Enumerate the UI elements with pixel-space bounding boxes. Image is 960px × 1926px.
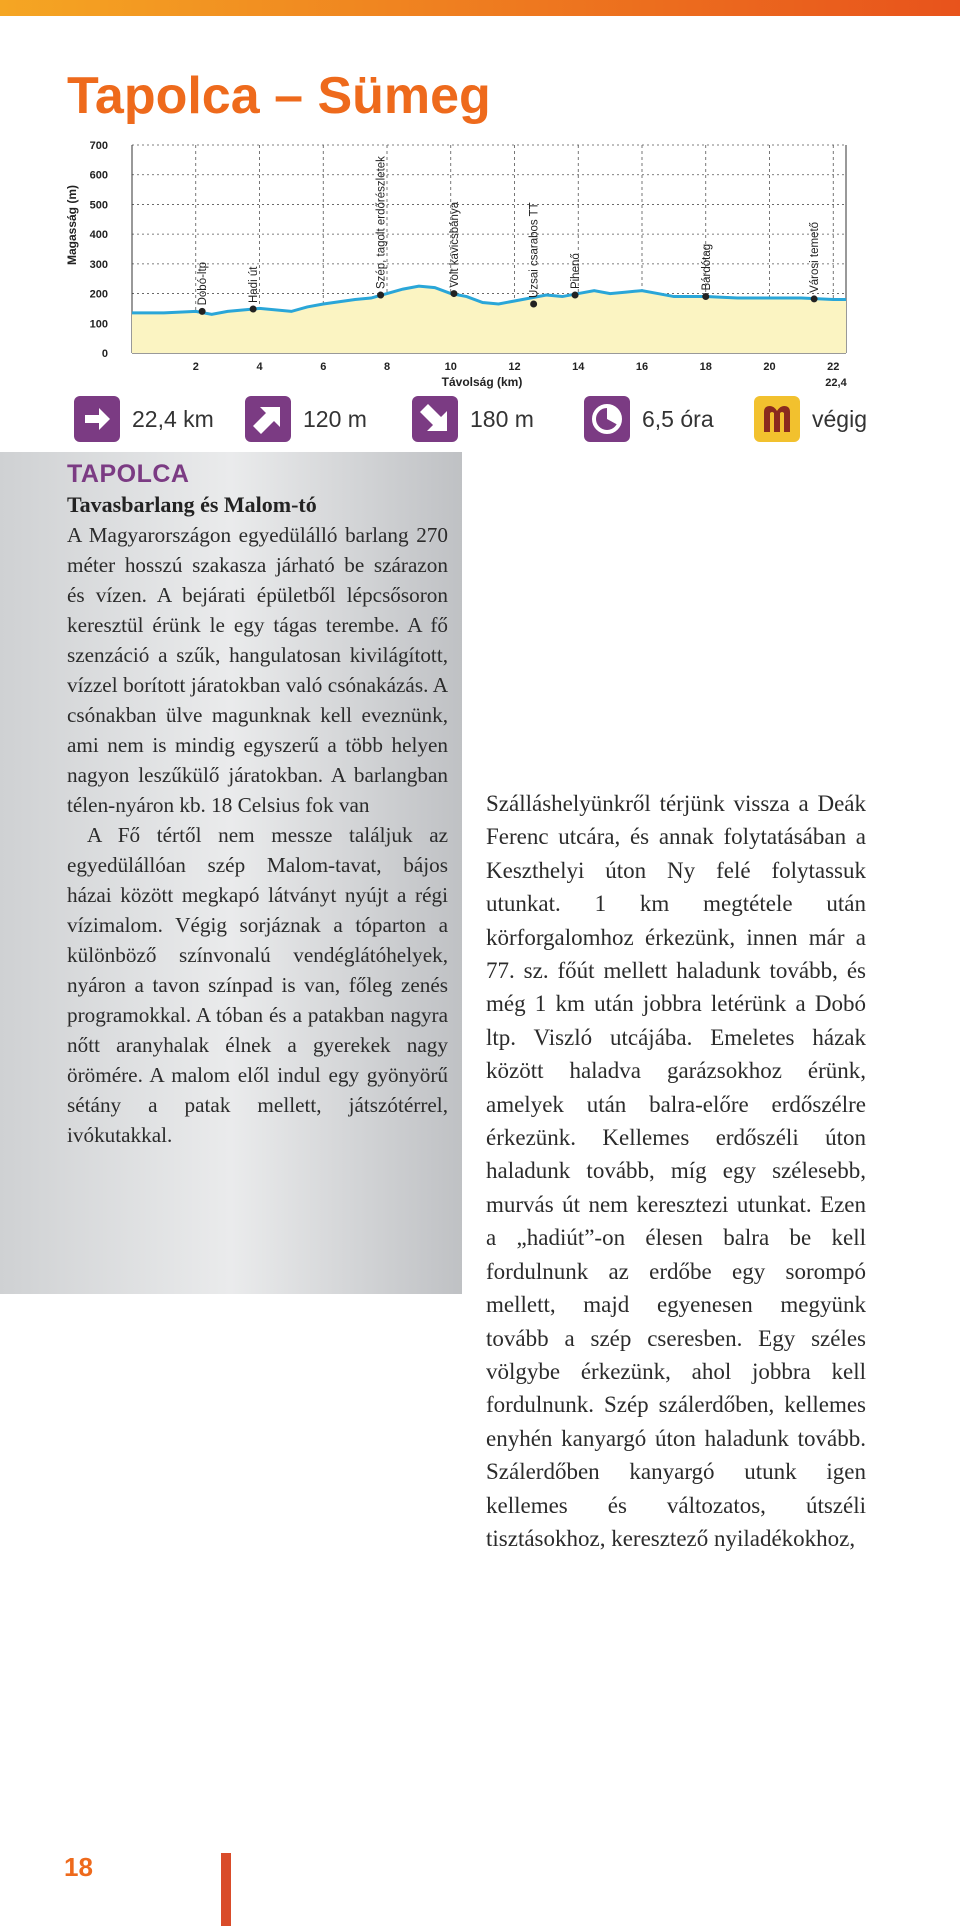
stat-descent-value: 180 m (470, 405, 534, 432)
y-tick-label: 300 (89, 258, 108, 271)
y-tick-label: 600 (89, 169, 108, 182)
stat-ascent (245, 392, 367, 446)
waypoint-label: Szép, tagolt erdőrészletek (375, 156, 388, 290)
y-tick-label: 100 (89, 318, 108, 331)
waypoint-dot (377, 292, 384, 299)
y-tick-label: 400 (89, 229, 108, 242)
page-number: 18 (64, 1852, 93, 1882)
waypoint-dot (811, 295, 818, 302)
waypoint-dot (450, 290, 457, 297)
sidebar-paragraph-cave: A Magyarországon egyedülálló barlang 270 méter hosszú szakasza járható be szárazon és vízen. A bejárati épületből lépcsősoron keresztül érünk le egy tágas terembe. A fő szenzáció a szűk, hangulatosan kivilágított, vízzel borított járatokban való csónakázás. A csónakban ülve magunknak kell eveznünk, ami nem is mindig egyszerű a több helyen nagyon leszűkülő járatokban. A barlangban télen-nyáron kb. 18 Celsius fok van (67, 523, 448, 817)
elevation-area (132, 286, 846, 353)
sidebar-subheading: Tavasbarlang és Malom-tó (67, 492, 317, 517)
waypoint-label: Uzsai csarabos TT (528, 202, 541, 298)
sidebar-heading: TAPOLCA (67, 460, 190, 488)
stat-descent (412, 392, 534, 446)
waypoint-dot (530, 300, 537, 307)
stat-duration (584, 392, 714, 446)
waypoint-dot (702, 293, 709, 300)
distance-arrow-icon (74, 396, 120, 442)
waypoint-dot (199, 308, 206, 315)
waypoint-dot (250, 306, 257, 313)
y-tick-label: 700 (89, 140, 108, 152)
page-title: Tapolca – Sümeg (67, 67, 491, 125)
sidebar-text (67, 458, 448, 1150)
x-tick-label: 20 (763, 361, 776, 373)
x-tick-label: 6 (320, 361, 327, 373)
stat-distance (74, 392, 214, 446)
stat-marking (754, 392, 867, 446)
x-tick-label: 4 (256, 361, 263, 373)
y-tick-label: 0 (101, 348, 108, 360)
sidebar-paragraph-lake: A Fő tértől nem messze találjuk az egyedülállóan szép Malom-tavat, bájos házai között megkapó látványt nyújt a régi vízimalom. Végig sorjáznak a tóparton a különböző színvonalú vendéglátóhelyek, nyáron a tavon színpad is van, főleg zenés programokkal. A tóban és a patakban nagyra nőtt aranyhalak élnek a gyerekek nagy örömére. A malom elől indul egy gyönyörű sétány a patak mellett, játszótérrel, ivókutakkal. (67, 823, 448, 1147)
x-tick-label: 18 (699, 361, 712, 373)
route-stats-bar (0, 392, 960, 446)
route-description: Szálláshelyünkről térjünk vissza a Deák Ferenc utcára, és annak folytatásában a Keszthelyi úton Ny felé folytassuk utunkat. 1 km megtétele után körforgalomhoz érkezünk, innen már a 77. sz. főút mellett haladunk tovább, és még 1 km után jobbra letérünk a Dobó ltp. Viszló utcájába. Emeletes házak között haladva garázsokhoz érünk, amelyek után balra-előre erdőszélre érkezünk. Kellemes erdőszéli úton haladunk tovább, míg egy szélesebb, murvás út nem keresztezi utunkat. Ezen a „hadiút”-on élesen balra be kell fordulnunk az erdőbe egy sorompó mellett, majd egyenesen megyünk tovább a szép cseresben. Egy széles völgybe érkezünk, ahol jobbra kell fordulnunk. Szép szálerdőben, kellemes enyhén kanyargó úton haladunk tovább. Szálerdőben kanyargó utunk igen kellemes és változatos, útszéli tisztásokhoz, keresztező nyiladékokhoz, (486, 791, 866, 1551)
waypoint-dot (572, 292, 579, 299)
descent-arrow-icon (412, 396, 458, 442)
waypoint-label: Dobó-ltp (197, 261, 210, 306)
x-end-label: 22,4 (825, 377, 847, 389)
y-tick-label: 200 (89, 288, 108, 301)
waypoint-label: Városi temető (809, 221, 822, 293)
x-tick-label: 14 (572, 361, 585, 373)
x-tick-label: 8 (383, 361, 391, 373)
clock-icon (584, 396, 630, 442)
y-tick-label: 500 (89, 199, 108, 212)
waypoint-label: Bárdótag (700, 243, 713, 291)
x-tick-label: 10 (444, 361, 457, 373)
x-tick-label: 22 (827, 361, 840, 373)
top-color-bar (0, 0, 960, 16)
waypoint-label: Volt kavicsbánya (448, 201, 461, 288)
waypoint-label: Pihenő (570, 253, 583, 290)
waypoint-label: Hadi út (248, 266, 261, 304)
x-axis-label: Távolság (km) (441, 375, 523, 389)
trail-marker-icon (754, 396, 800, 442)
stat-ascent-value: 120 m (303, 405, 367, 432)
stat-duration-value: 6,5 óra (642, 405, 714, 432)
elevation-profile-chart (0, 130, 960, 392)
x-tick-label: 2 (192, 361, 199, 373)
x-tick-label: 12 (508, 361, 521, 373)
x-tick-label: 16 (635, 361, 649, 373)
ascent-arrow-icon (245, 396, 291, 442)
stat-marking-value: végig (812, 405, 867, 432)
y-axis-label: Magasság (m) (65, 184, 79, 266)
page-number-bar (221, 1853, 231, 1926)
stat-distance-value: 22,4 km (132, 405, 214, 432)
